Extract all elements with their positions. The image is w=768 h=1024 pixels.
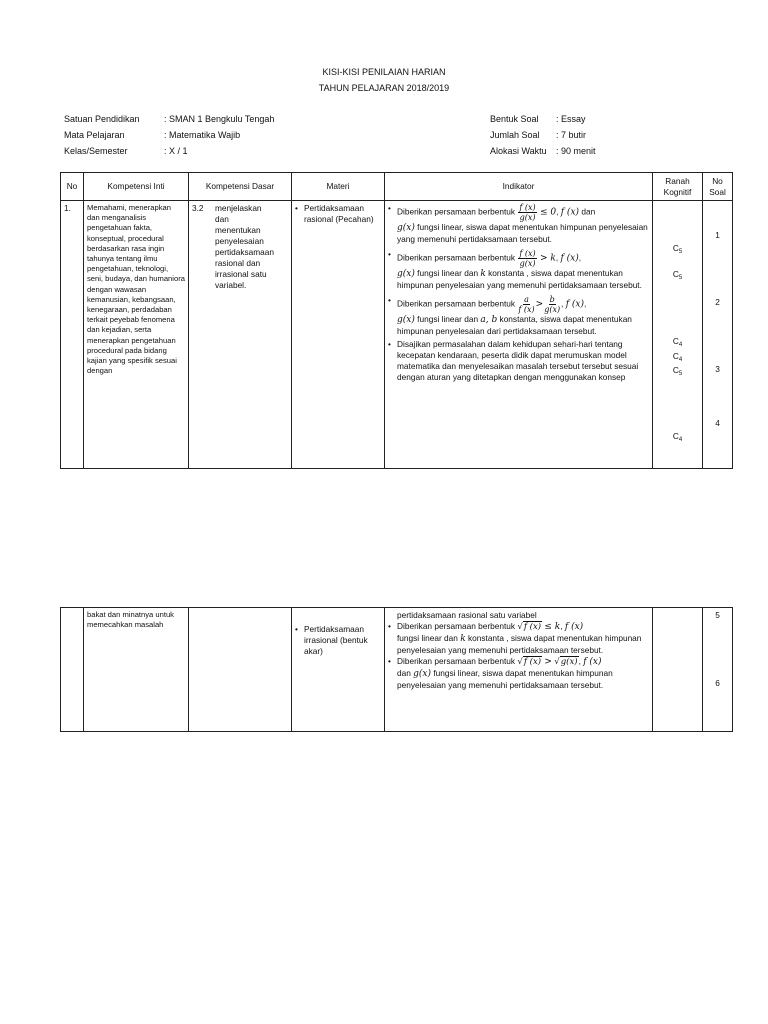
kisi-table-2 — [60, 607, 733, 732]
ranah-value: $C_4$ — [672, 336, 683, 348]
radicand: f (x) — [523, 657, 542, 667]
info-label: Satuan Pendidikan — [64, 114, 140, 124]
info-label: Bentuk Soal — [490, 114, 539, 124]
math-rel: > k — [539, 253, 556, 264]
bullet-icon: • — [388, 339, 391, 349]
fraction — [544, 295, 560, 314]
ind-pre: Diberikan persamaan berbentuk — [397, 656, 516, 666]
bullet-icon: • — [388, 621, 391, 631]
ranah-value: $C_5$ — [672, 243, 683, 255]
info-value: : X / 1 — [164, 146, 188, 156]
header-materi: Materi — [292, 173, 385, 201]
cell-materi — [292, 608, 385, 732]
no-soal-value: 6 — [715, 678, 720, 688]
header-kompetensi-dasar: Kompetensi Dasar — [189, 173, 292, 201]
math-dan: dan — [397, 668, 411, 678]
cell-ranah-kognitif — [653, 608, 703, 732]
ind-mid: fungsi linear dan — [417, 268, 479, 278]
fraction — [518, 203, 536, 222]
ind-rest: fungsi linear, siswa dapat menentukan himpunan penyelesaian yang memenuhi pertidaksamaan tersebut. — [397, 222, 648, 244]
cell-indikator — [385, 608, 653, 732]
math-sep: , — [578, 252, 582, 263]
ind-text: Disajikan permasalahan dalam kehidupan sehari-hari tentang kecepatan kendaraan, peserta didik dapat merumuskan model matematika dan menyelesaikan masalah tersebut tersebut sesuai dengan aturan yang ditetapkan dengan menggunakan konsep — [397, 339, 639, 382]
header-ranah-kognitif: Ranah Kognitif — [653, 173, 703, 201]
indikator-item-6 — [388, 656, 649, 691]
ind-mid: fungsi linear dan — [397, 633, 458, 643]
cell-no-soal — [703, 201, 733, 469]
materi-text: Pertidaksamaan rasional (Pecahan) — [304, 203, 374, 224]
radicand: f (x) — [523, 622, 542, 632]
bullet-icon: • — [295, 624, 298, 634]
math-rel: ≤ k — [544, 622, 561, 632]
math-fx: f (x) — [560, 253, 579, 264]
cell-kompetensi-inti: bakat dan minatnya untuk memecahkan masalah — [84, 608, 189, 732]
info-value: : Matematika Wajib — [164, 130, 241, 140]
ind-pre: Diberikan persamaan berbentuk — [397, 621, 516, 631]
info-label: Kelas/Semester — [64, 146, 128, 156]
math-fx: f (x) — [560, 207, 580, 218]
header-no-soal: No Soal — [703, 173, 733, 201]
math-sep: , — [561, 298, 564, 309]
math-sep: , — [555, 252, 559, 263]
document-year: TAHUN PELAJARAN 2018/2019 — [318, 83, 450, 93]
math-sep: , — [584, 298, 587, 309]
frac-num: a — [524, 295, 529, 304]
info-right — [490, 111, 596, 159]
math-k: k — [480, 269, 486, 279]
indikator-item-5 — [388, 621, 649, 656]
math-fx: f (x) — [565, 299, 584, 310]
ranah-value: $C_4$ — [672, 351, 683, 363]
indikator-item-4 — [388, 339, 649, 383]
cell-kompetensi-dasar — [189, 608, 292, 732]
sqrt: √f (x) — [517, 657, 542, 667]
math-k: k — [460, 634, 466, 644]
frac-den: g(x) — [519, 213, 536, 222]
bullet-icon: • — [388, 249, 391, 259]
math-sep: , — [556, 206, 559, 217]
cell-materi — [292, 201, 385, 469]
frac-den: f (x) — [518, 305, 535, 314]
cell-no — [61, 608, 84, 732]
info-label: Alokasi Waktu — [490, 146, 547, 156]
math-sep: , — [560, 621, 563, 631]
cell-ranah-kognitif — [653, 201, 703, 469]
ind-pre: Diberikan persamaan berbentuk — [397, 252, 516, 263]
indikator-item-3 — [388, 295, 649, 337]
cell-kompetensi-inti: Memahami, menerapkan dan menganalisis pengetahuan fakta, konseptual, procedural berdasarkan rasa ingin tahunya tentang ilmu pengetahuan, teknologi, seni, budaya, dan humaniora dengan wawasan kemanusian, kebangsaan, kenegaraan, perdadaban terkait peyebab fenomena dan kejadian, serta menerapkan pengetahuan procedural pada bidang kajian yang spesifik sesuai dengan — [84, 201, 189, 469]
math-ab: a, b — [480, 315, 498, 325]
header-kompetensi-inti: Kompetensi Inti — [84, 173, 189, 201]
ranah-value: $C_5$ — [672, 269, 683, 281]
fraction — [518, 295, 534, 314]
info-label: Mata Pelajaran — [64, 130, 125, 140]
math-gx: g(x) — [413, 669, 432, 679]
math-dan: dan — [581, 206, 596, 217]
info-value: : SMAN 1 Bengkulu Tengah — [164, 114, 275, 124]
ind-rest: konstanta , siswa dapat menentukan himpunan penyelesaian yang memenuhi pertidaksamaan tersebut. — [397, 633, 642, 655]
math-gx: g(x) — [397, 269, 415, 279]
sqrt: √g(x) — [554, 657, 578, 667]
bullet-icon: • — [295, 203, 298, 213]
cell-no-soal — [703, 608, 733, 732]
ranah-value: $C_4$ — [672, 431, 683, 443]
info-value: : Essay — [556, 114, 586, 124]
frac-num: f (x) — [519, 203, 536, 212]
info-left — [64, 111, 274, 159]
bullet-icon: • — [388, 295, 391, 305]
math-sep: , — [578, 656, 581, 666]
info-label: Jumlah Soal — [490, 130, 540, 140]
document-title: KISI-KISI PENILAIAN HARIAN — [322, 67, 446, 77]
ind-rest: konstanta , siswa dapat menentukan himpunan penyelesaian yang memenuhi pertidaksamaan tersebut. — [397, 268, 642, 290]
math-gx: g(x) — [397, 315, 415, 325]
kisi-table-1 — [60, 172, 733, 469]
bullet-icon: • — [388, 203, 391, 213]
ind-rest: konstanta, siswa dapat menentukan himpunan penyelesaian dari pertidaksamaan tersebut. — [397, 314, 632, 336]
ranah-value: $C_5$ — [672, 365, 683, 377]
ind-pre: Diberikan persamaan berbentuk — [397, 298, 516, 309]
fraction — [518, 249, 536, 268]
frac-den: g(x) — [544, 305, 561, 314]
info-value: : 7 butir — [556, 130, 587, 140]
no-soal-value: 5 — [715, 610, 720, 620]
frac-num: f (x) — [519, 249, 536, 258]
header-indikator: Indikator — [385, 173, 653, 201]
indikator-item-2 — [388, 249, 649, 291]
math-fx: f (x) — [583, 657, 602, 667]
bullet-icon: • — [388, 656, 391, 666]
kd-text: menjelaskan dan menentukan penyelesaian pertidaksamaan rasional dan irrasional satu variabel. — [214, 203, 275, 290]
sqrt: √f (x) — [517, 622, 542, 632]
math-fx: f (x) — [564, 622, 584, 632]
cell-indikator — [385, 201, 653, 469]
no-soal-value: 1 — [715, 230, 720, 240]
no-soal-value: 4 — [715, 418, 720, 428]
ind-rest: fungsi linear, siswa dapat menentukan himpunan penyelesaian yang memenuhi pertidaksamaan tersebut. — [397, 668, 613, 690]
cell-no: 1. — [61, 201, 84, 469]
header-no: No — [61, 173, 84, 201]
math-rel: > — [544, 657, 552, 667]
no-soal-value: 2 — [715, 297, 720, 307]
cell-kompetensi-dasar — [189, 201, 292, 469]
kd-number: 3.2 — [192, 203, 204, 213]
materi-text: Pertidaksamaan irrasional (bentuk akar) — [304, 624, 368, 656]
math-gx: g(x) — [397, 223, 415, 233]
frac-num: b — [549, 295, 555, 304]
math-rel: > — [535, 299, 544, 310]
no-soal-value: 3 — [715, 364, 720, 374]
frac-den: g(x) — [519, 259, 536, 268]
indikator-item-1 — [388, 203, 649, 245]
ind-continued: pertidaksamaan rasional satu variabel — [397, 610, 537, 620]
ind-mid: fungsi linear dan — [417, 314, 479, 324]
math-rel: ≤ 0 — [539, 207, 557, 218]
ind-pre: Diberikan persamaan berbentuk — [397, 206, 516, 217]
info-value: : 90 menit — [556, 146, 596, 156]
radicand: g(x) — [560, 657, 578, 667]
